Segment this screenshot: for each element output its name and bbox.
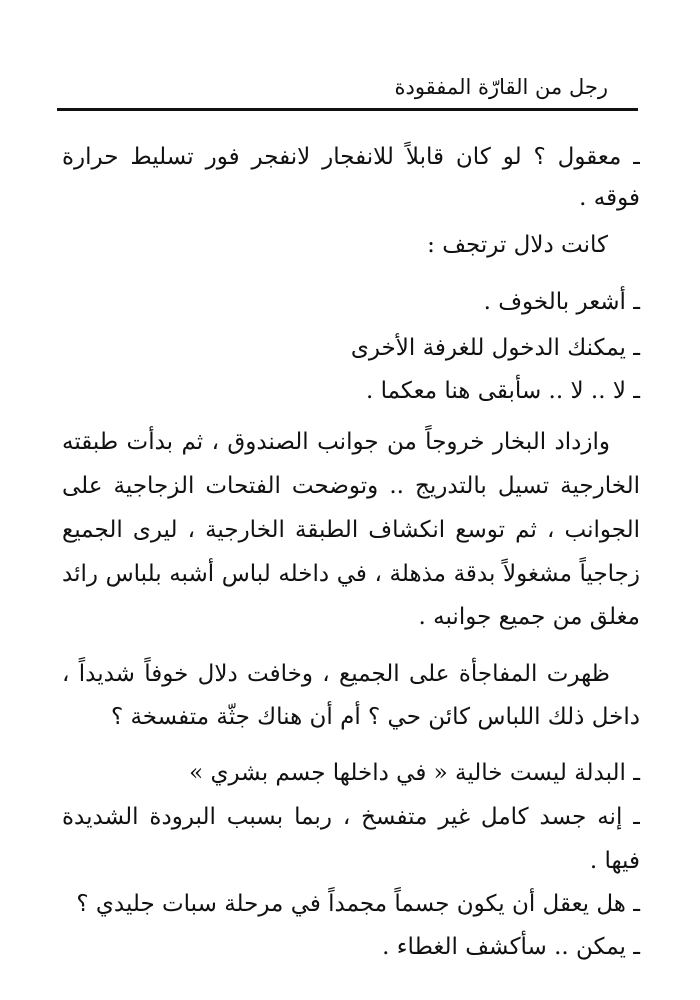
text-line: زجاجياً مشغولاً بدقة مذهلة ، في داخله لباس أشبه بلباس رائد — [62, 561, 640, 587]
text-line: ظهرت المفاجأة على الجميع ، وخافت دلال خوفاً شديداً ، — [62, 661, 610, 687]
text-line: فيها . — [589, 848, 640, 874]
text-line: الخارجية تسيل بالتدريج .. وتوضحت الفتحات الزجاجية على — [62, 473, 640, 499]
text-line: داخل ذلك اللباس كائن حي ؟ أم أن هناك جثّة متفسخة ؟ — [110, 704, 640, 730]
running-header-title: رجل من القارّة المفقودة — [394, 75, 608, 99]
text-line: فوقه . — [579, 185, 640, 211]
text-line: ـ لا .. لا .. سأبقى هنا معكما . — [365, 378, 640, 404]
text-line: الجوانب ، ثم توسع انكشاف الطبقة الخارجية ، ليرى الجميع — [62, 517, 640, 543]
text-line: ـ إنه جسد كامل غير متفسخ ، ربما بسبب البرودة الشديدة — [62, 804, 640, 830]
text-line: ـ هل يعقل أن يكون جسماً مجمداً في مرحلة سبات جليدي ؟ — [76, 891, 640, 917]
text-line: كانت دلال ترتجف : — [427, 232, 608, 258]
header-rule — [57, 108, 638, 111]
text-line: ـ أشعر بالخوف . — [483, 289, 640, 315]
text-line: مغلق من جميع جوانبه . — [418, 604, 640, 630]
text-line: ـ يمكنك الدخول للغرفة الأخرى — [350, 335, 640, 361]
text-line: وازداد البخار خروجاً من جوانب الصندوق ، ثم بدأت طبقته — [62, 429, 610, 455]
text-line: ـ معقول ؟ لو كان قابلاً للانفجار لانفجر فور تسليط حرارة — [62, 144, 640, 170]
text-line: ـ يمكن .. سأكشف الغطاء . — [382, 934, 640, 960]
text-line: ـ البدلة ليست خالية « في داخلها جسم بشري » — [189, 760, 640, 786]
